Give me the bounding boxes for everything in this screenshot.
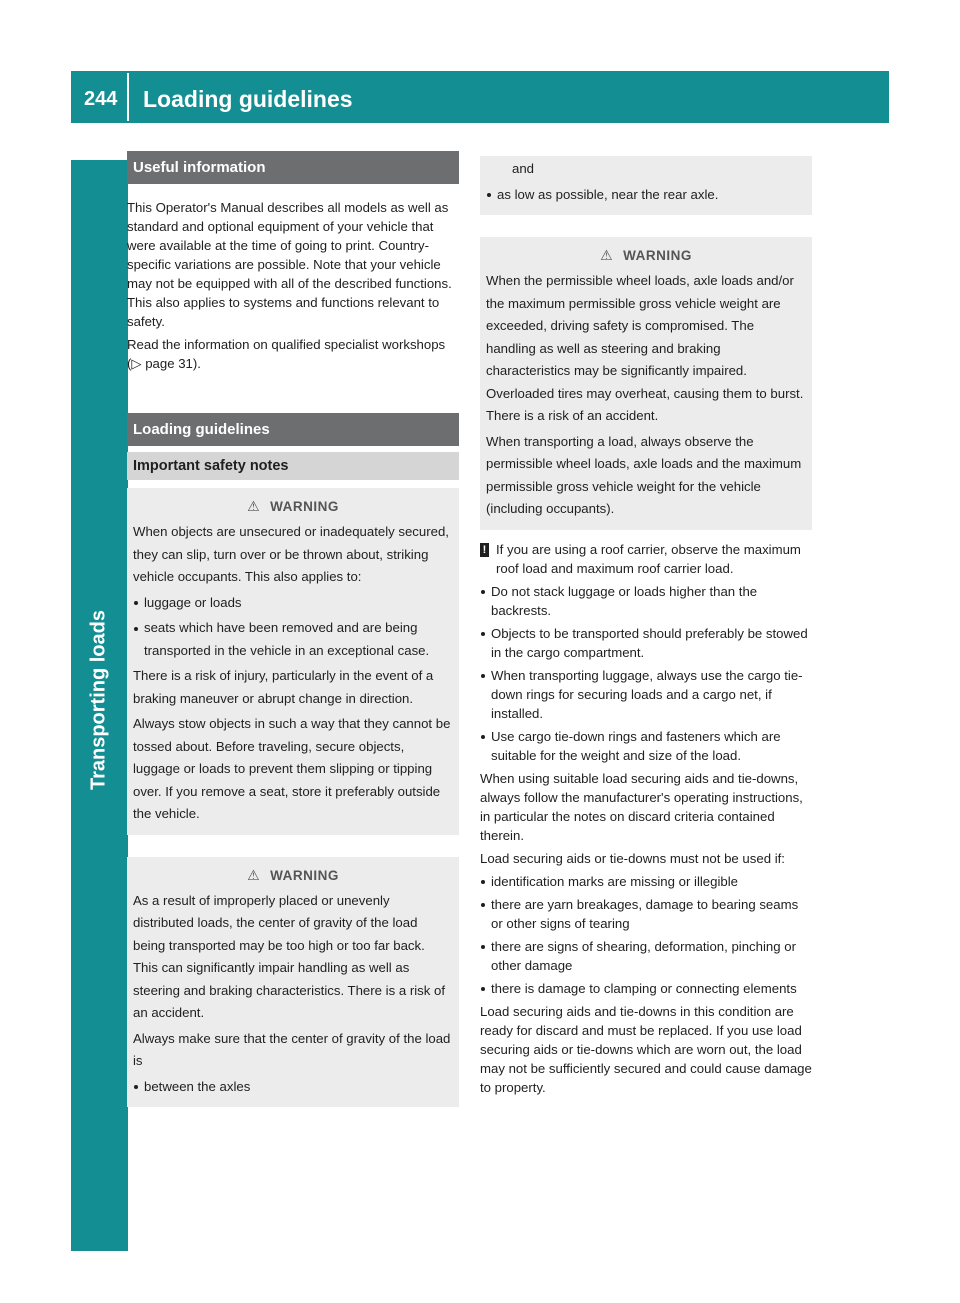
bullet-list	[480, 872, 812, 998]
warning-box	[127, 488, 459, 835]
warning-triangle-icon: ⚠	[247, 498, 261, 514]
warning-text: When objects are unsecured or inadequately secured, they can slip, turn over or be thrown about, striking vehicle occupants. This also applies to:	[133, 524, 449, 584]
warning-triangle-icon: ⚠	[247, 866, 261, 883]
list-item: as low as possible, near the rear axle.	[486, 184, 806, 207]
useful-info-paragraph: Read the information on qualified specialist workshops (▷ page 31).	[127, 337, 446, 371]
body-paragraph: Load securing aids or tie-downs must not be used if:	[480, 850, 785, 866]
body-paragraph: Load securing aids and tie-downs in this condition are ready for discard and must be replaced. If you use load securing aids or tie-downs which are worn out, the load may not be sufficiently secured and could cause damage to property.	[480, 1003, 812, 1095]
list-item: between the axles	[133, 1076, 453, 1099]
notice-text: If you are using a roof carrier, observe the maximum roof load and maximum roof carrier load.	[496, 541, 801, 576]
loading-guidelines-heading: Loading guidelines	[127, 413, 459, 446]
list-item: Do not stack luggage or loads higher than the backrests.	[480, 582, 812, 620]
warning-text: Always stow objects in such a way that they cannot be tossed about. Before traveling, secure objects, luggage or loads to prevent them slipping or tipping over. If you remove a seat, store it preferably outside the vehicle.	[133, 716, 451, 821]
list-item: luggage or loads	[133, 592, 453, 615]
side-tab-label: Transporting loads	[87, 609, 110, 791]
safety-notes-heading: Important safety notes	[127, 452, 459, 480]
list-item: When transporting luggage, always use the cargo tie-down rings for securing loads and a cargo net, if installed.	[480, 666, 812, 723]
list-item: seats which have been removed and are being transported in the vehicle in an exceptional case.	[133, 617, 453, 662]
warning-text: and	[512, 161, 535, 176]
right-column	[480, 156, 812, 1101]
page-number: 244	[84, 88, 118, 110]
list-item: identification marks are missing or illegible	[480, 872, 812, 891]
body-paragraph: When using suitable load securing aids and tie-downs, always follow the manufacturer's operating instructions, in particular the notes on discard criteria contained therein.	[480, 770, 803, 843]
warning-box	[480, 237, 812, 530]
warning-list	[133, 1076, 453, 1099]
notice	[480, 540, 812, 578]
useful-info-heading: Useful information	[127, 151, 459, 184]
warning-heading: ⚠ WARNING	[600, 247, 692, 263]
warning-text: There is a risk of injury, particularly in the event of a braking maneuver or abrupt change in direction.	[133, 668, 434, 706]
list-item: Objects to be transported should preferably be stowed in the cargo compartment.	[480, 624, 812, 662]
bullet-list	[480, 582, 812, 765]
warning-text: When transporting a load, always observe the permissible wheel loads, axle loads and the maximum permissible gross vehicle weight for the vehicle (including occupants).	[486, 433, 802, 516]
header-divider	[127, 73, 129, 121]
warning-heading: ⚠ WARNING	[247, 866, 339, 883]
warning-box	[127, 857, 459, 1108]
list-item: there are yarn breakages, damage to bearing seams or other signs of tearing	[480, 895, 812, 933]
warning-list	[486, 184, 806, 207]
useful-info-paragraph: This Operator's Manual describes all models as well as standard and optional equipment of your vehicle that were available at the time of going to print. Country-specific variations are possible. Note that your vehicle may not be equipped with all of the described functions. This also applies to systems and functions relevant to safety.	[127, 200, 452, 329]
warning-heading: ⚠ WARNING	[247, 498, 339, 514]
warning-text: When the permissible wheel loads, axle loads and/or the maximum permissible gross vehicle weight are exceeded, driving safety is compromised. The handling as well as steering and braking characteristics may be significantly impaired. Overloaded tires may overheat, causing them to burst. There is a risk of an accident.	[486, 273, 804, 423]
exclamation-icon: !	[480, 543, 489, 557]
warning-list	[133, 592, 453, 663]
warning-box-continued	[480, 156, 812, 215]
left-column	[127, 151, 459, 1107]
list-item: there are signs of shearing, deformation, pinching or other damage	[480, 937, 812, 975]
page-title: Loading guidelines	[143, 86, 353, 112]
warning-text: Always make sure that the center of gravity of the load is	[133, 1030, 451, 1068]
warning-text: As a result of improperly placed or unevenly distributed loads, the center of gravity of the load being transported may be too high or too far back. This can significantly impair handling as well as steering and braking characteristics. There is a risk of an accident.	[133, 892, 445, 1020]
list-item: Use cargo tie-down rings and fasteners which are suitable for the weight and size of the load.	[480, 727, 812, 765]
list-item: there is damage to clamping or connecting elements	[480, 979, 812, 998]
warning-triangle-icon: ⚠	[600, 247, 614, 263]
